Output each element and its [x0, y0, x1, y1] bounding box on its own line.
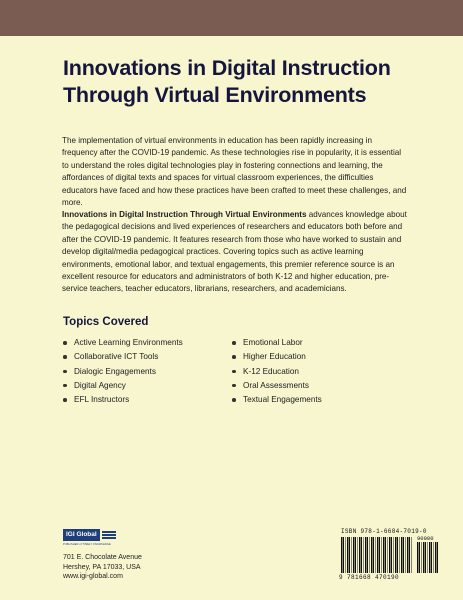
barcode-bar [359, 537, 361, 573]
topic-label: Active Learning Environments [74, 338, 183, 347]
address-line-1: 701 E. Chocolate Avenue [63, 554, 142, 561]
topic-label: EFL Instructors [74, 395, 130, 405]
barcode-bar [428, 542, 429, 573]
topic-label: Higher Education [243, 352, 306, 362]
barcode-bar [417, 542, 419, 573]
ean-number: 9 781668 470190 [339, 574, 400, 581]
logo-wordmark: IGI Global [63, 529, 100, 541]
bullet-icon [232, 355, 236, 359]
top-color-band [0, 0, 463, 36]
addon-barcode-bars [417, 542, 439, 573]
barcode-bar [341, 537, 343, 573]
barcode-bar [349, 537, 350, 573]
barcode-bar [419, 542, 420, 573]
barcode-bar [367, 537, 368, 573]
bullet-icon [232, 398, 236, 402]
bullet-icon [63, 355, 67, 359]
publisher-block [63, 528, 183, 582]
barcode-bar [383, 537, 385, 573]
address-line-2: Hershey, PA 17033, USA [63, 563, 141, 571]
barcode-bar [371, 537, 373, 573]
logo-stripes-icon [102, 531, 116, 539]
barcode-bar [343, 537, 344, 573]
topic-label: K-12 Education [243, 366, 299, 376]
barcode-bar [361, 537, 362, 573]
description-paragraph-2 [62, 209, 407, 296]
publisher-website: www.igi-global.com [63, 573, 123, 581]
topic-label: Oral Assessments [243, 380, 309, 390]
paragraph-2-body: advances knowledge about the pedagogical decisions and lived experiences of researchers and educators both before and after the COVID-19 pandemic. It features research from those who have worked to sustain and develop digital/media pedagogical practices. Covering topics such as active learning environments, emotional labor, and textual engagements, this premier reference source is an excellent resource for educators and administrators of both K-12 and higher education, pre-service teachers, teacher educators, librarians, researchers, and academicians. [62, 210, 407, 294]
barcode-bars [341, 537, 413, 573]
topic-item [232, 350, 392, 364]
barcode-bar [376, 537, 377, 573]
barcode-bar [358, 537, 359, 573]
topic-item [232, 379, 392, 393]
topic-item [63, 393, 223, 407]
topic-label: Emotional Labor [243, 338, 303, 347]
topic-label: Digital Agency [74, 380, 126, 390]
title-line-1: Innovations in Digital Instruction [63, 56, 391, 80]
barcode-bar [429, 542, 431, 573]
barcode-bar [364, 537, 365, 573]
topic-item [232, 365, 392, 379]
bullet-icon [232, 384, 236, 388]
topic-label: Dialogic Engagements [74, 366, 156, 376]
barcode-bar [407, 537, 409, 573]
barcode-bar [425, 542, 426, 573]
logo-tagline: PUBLISHER of TIMELY KNOWLEDGE [63, 543, 111, 546]
barcode-bar [409, 537, 410, 573]
publisher-address [63, 553, 183, 582]
topic-item [63, 336, 223, 350]
barcode-bar [370, 537, 371, 573]
barcode-bar [389, 537, 391, 573]
topic-item [232, 336, 392, 350]
barcode-bar [373, 537, 374, 573]
barcode-bar [434, 542, 435, 573]
topic-label: Collaborative ICT Tools [74, 352, 159, 362]
barcode-bar [353, 537, 355, 573]
bullet-icon [63, 341, 67, 345]
isbn-text: ISBN 978-1-6684-7019-0 [341, 528, 427, 535]
barcode-bar [406, 537, 407, 573]
publisher-logo [63, 528, 119, 542]
title-line-2: Through Virtual Environments [63, 83, 367, 107]
barcode-bar [388, 537, 389, 573]
topic-item [63, 350, 223, 364]
topic-item [63, 365, 223, 379]
barcode-bar [385, 537, 386, 573]
barcode-bar [400, 537, 401, 573]
barcode-bar [377, 537, 379, 573]
barcode-bar [401, 537, 403, 573]
bullet-icon [232, 370, 236, 374]
topics-heading: Topics Covered [63, 316, 149, 328]
description-paragraph-1: The implementation of virtual environments in education has been rapidly increasing in frequency after the COVID-19 pandemic. As these technologies rise in popularity, it is essential to understand the roles digital technologies play in fostering connections and learning, the affordances of digital texts and spaces for virtual classroom experiences, the difficulties educators have faced and how these practices have been crafted to meet these challenges, and more. [62, 136, 407, 208]
barcode-bar [355, 537, 356, 573]
topic-item [63, 379, 223, 393]
barcode-bar [422, 542, 423, 573]
bullet-icon [232, 341, 236, 345]
topic-label: Textual Engagements [243, 395, 322, 405]
barcode-bar [412, 537, 413, 573]
book-title [63, 55, 423, 109]
isbn-barcode [339, 528, 441, 582]
barcode-bar [435, 542, 437, 573]
barcode-bar [347, 537, 349, 573]
barcode-bar [382, 537, 383, 573]
topic-item [232, 393, 392, 407]
barcode-bar [379, 537, 380, 573]
barcode-bar [352, 537, 353, 573]
barcode-bar [394, 537, 395, 573]
addon-number: 90000 [417, 535, 434, 542]
barcode-bar [423, 542, 425, 573]
bullet-icon [63, 370, 67, 374]
barcode-bar [365, 537, 367, 573]
barcode-bar [346, 537, 347, 573]
barcode-bar [397, 537, 398, 573]
barcode-bar [437, 542, 438, 573]
topics-list-right [232, 336, 392, 407]
bullet-icon [63, 384, 67, 388]
barcode-bar [403, 537, 404, 573]
barcode-bar [395, 537, 397, 573]
topics-list-left [63, 336, 223, 407]
barcode-bar [391, 537, 392, 573]
book-title-inline: Innovations in Digital Instruction Through Virtual Environments [62, 210, 307, 219]
barcode-bar [431, 542, 432, 573]
bullet-icon [63, 398, 67, 402]
